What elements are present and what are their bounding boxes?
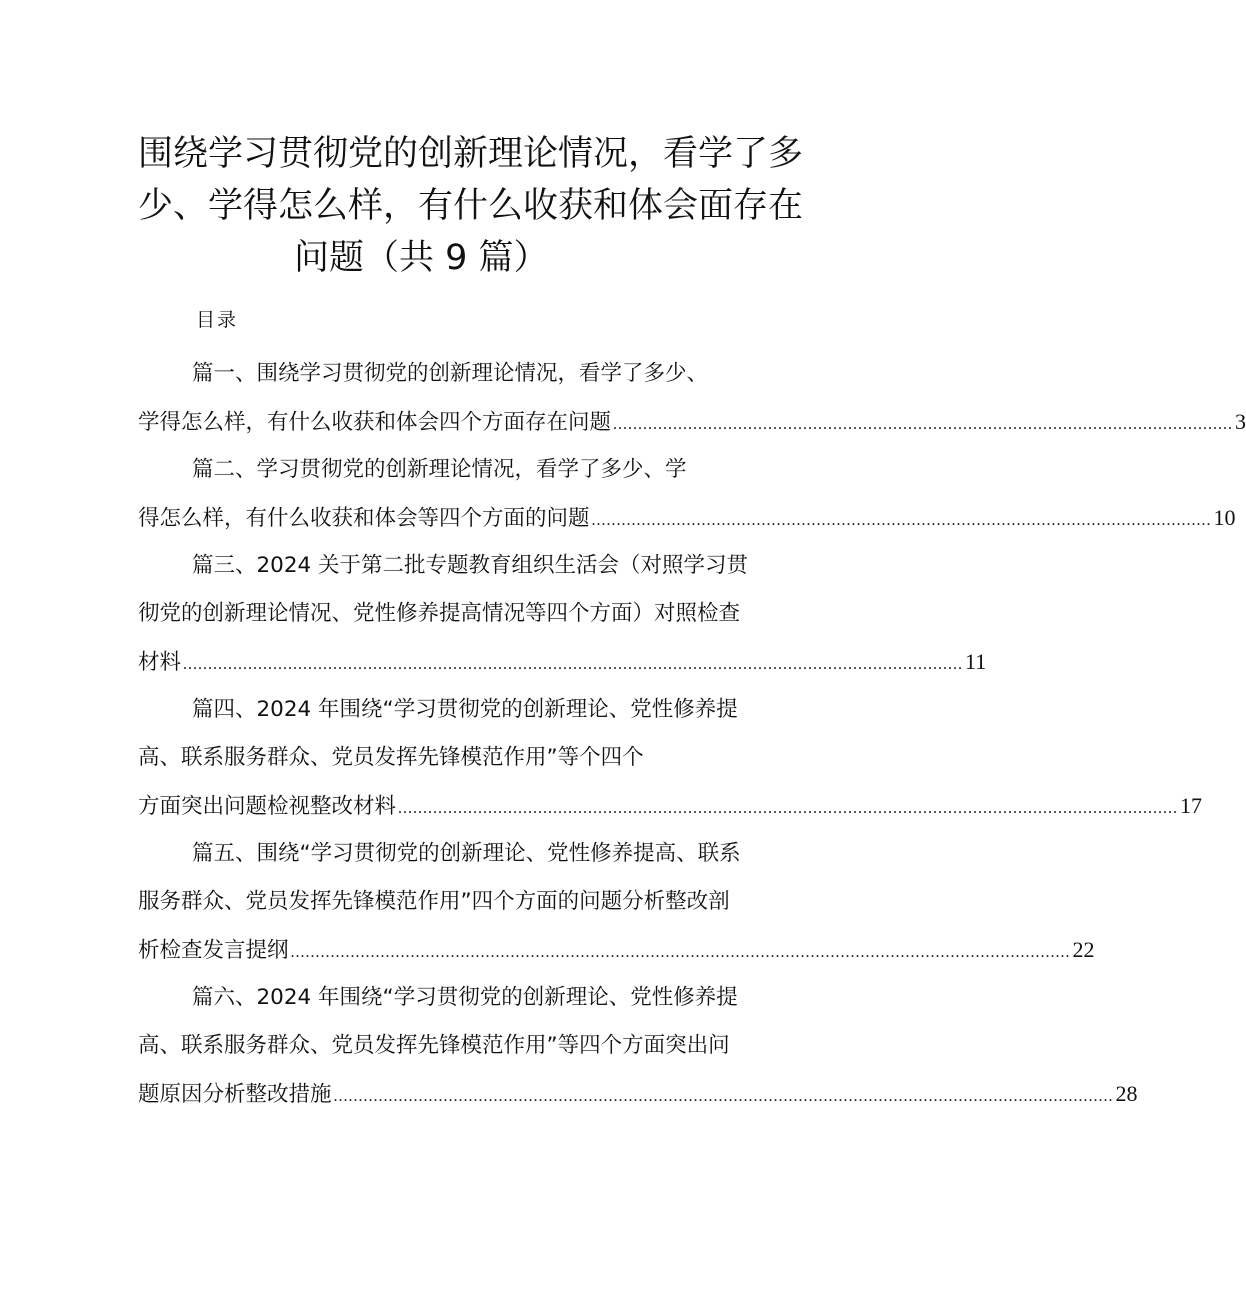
dot-leader: ............................................................................................................................................................: [290, 944, 1071, 961]
toc-page-number: 11: [965, 649, 987, 674]
dot-leader: ............................................................................................................................: [613, 416, 1234, 433]
toc-entry-4[interactable]: [138, 686, 1203, 830]
toc-entry-text: 篇一、围绕学习贯彻党的创新理论情况，看学了多少、: [192, 361, 709, 386]
toc-entry-text: 篇三、2024 关于第二批专题教育组织生活会（对照学习贯: [192, 553, 749, 578]
toc-entry-5[interactable]: [138, 830, 1095, 974]
dot-leader: ............................................................................................................................................................: [183, 656, 964, 673]
toc-entry-text: 服务群众、党员发挥先锋模范作用”四个方面的问题分析整改剖: [138, 889, 730, 914]
toc-entry-1[interactable]: [138, 350, 1246, 446]
toc-page-number: 3: [1235, 409, 1246, 434]
dot-leader: ............................................................................................................................: [591, 512, 1212, 529]
toc-entry-text: 材料: [138, 650, 182, 675]
toc-entry-text: 高、联系服务群众、党员发挥先锋模范作用”等四个方面突出问: [138, 1033, 730, 1058]
toc-page-number: 22: [1072, 937, 1095, 962]
toc-heading: 目录: [196, 309, 239, 331]
title-line-3: 问题（共 9 篇）: [294, 238, 549, 278]
dot-leader: ............................................................................................................................................................: [398, 800, 1179, 817]
toc-entry-text: 篇四、2024 年围绕“学习贯彻党的创新理论、党性修养提: [192, 697, 738, 722]
toc-entry-last-line: [138, 1070, 1138, 1118]
title-line-1: 围绕学习贯彻党的创新理论情况，看学了多: [138, 134, 804, 174]
toc-entry-text: 题原因分析整改措施: [138, 1082, 332, 1107]
toc-entry-text: 方面突出问题检视整改材料: [138, 794, 397, 819]
toc-entry-text: 篇五、围绕“学习贯彻党的创新理论、党性修养提高、联系: [192, 841, 741, 866]
toc-entry-text: 篇六、2024 年围绕“学习贯彻党的创新理论、党性修养提: [192, 985, 738, 1010]
toc-entry-3[interactable]: [138, 542, 987, 686]
toc-entry-text: 篇二、学习贯彻党的创新理论情况，看学了多少、学: [192, 457, 687, 482]
toc-entry-2[interactable]: [138, 446, 1236, 542]
toc-entry-last-line: [138, 494, 1236, 542]
toc-entry-last-line: [138, 398, 1246, 446]
toc-entry-last-line: [138, 782, 1203, 830]
table-of-contents: [138, 350, 1246, 1118]
toc-entry-text: 得怎么样，有什么收获和体会等四个方面的问题: [138, 506, 590, 531]
toc-entry-text: 高、联系服务群众、党员发挥先锋模范作用”等个四个: [138, 745, 644, 770]
toc-entry-last-line: [138, 638, 987, 686]
toc-page-number: 28: [1115, 1081, 1138, 1106]
toc-entry-text: 学得怎么样，有什么收获和体会四个方面存在问题: [138, 410, 612, 435]
dot-leader: ............................................................................................................................................................: [333, 1088, 1114, 1105]
toc-entry-last-line: [138, 926, 1095, 974]
title-line-2: 少、学得怎么样，有什么收获和体会面存在: [138, 186, 804, 226]
toc-entry-text: 析检查发言提纲: [138, 938, 289, 963]
toc-entry-6[interactable]: [138, 974, 1138, 1118]
toc-entry-text: 彻党的创新理论情况、党性修养提高情况等四个方面）对照检查: [138, 601, 741, 626]
toc-page-number: 17: [1180, 793, 1203, 818]
document-title: [138, 128, 804, 284]
toc-page-number: 10: [1213, 505, 1236, 530]
